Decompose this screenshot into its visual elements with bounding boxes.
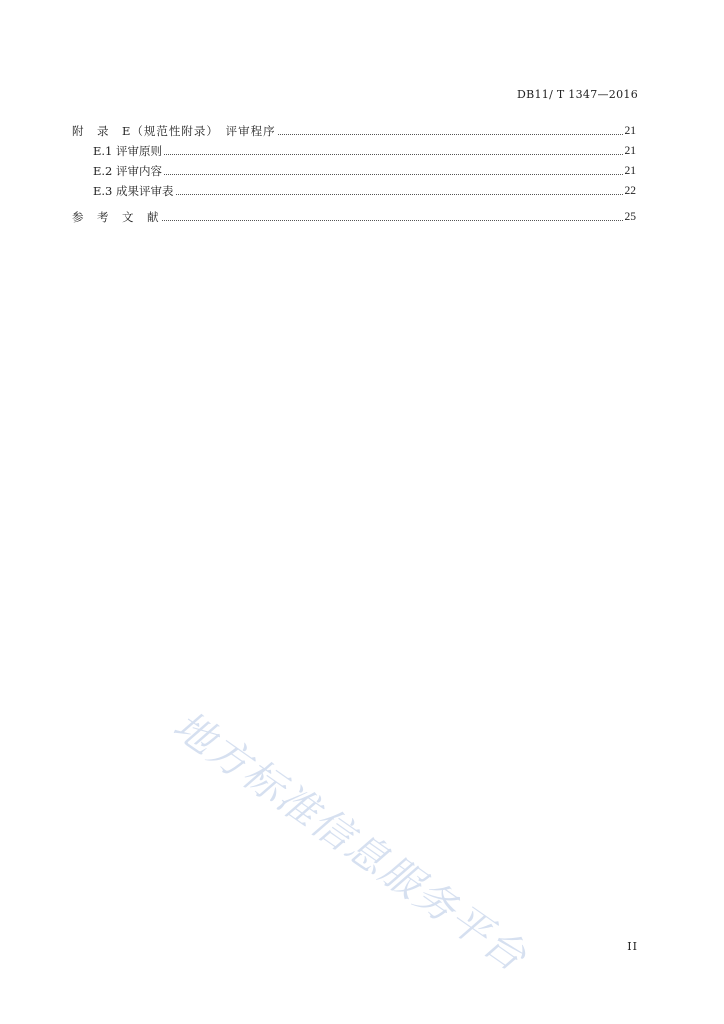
toc-entry-references[interactable]	[72, 198, 636, 224]
dot-leader	[176, 193, 623, 195]
toc-entry-title: E.1 评审原则	[93, 144, 163, 158]
toc-entry-page: 25	[624, 211, 636, 223]
table-of-contents	[72, 118, 636, 224]
document-code: DB11/ T 1347—2016	[516, 88, 638, 101]
toc-entry-e2[interactable]	[72, 158, 636, 178]
toc-entry-page: 21	[624, 165, 636, 177]
watermark: 地方标准信息服务平台	[164, 702, 536, 982]
toc-entry-page: 21	[624, 145, 636, 157]
toc-entry-title: E.2 评审内容	[93, 164, 163, 178]
toc-entry-page: 22	[624, 185, 636, 197]
toc-entry-title: 附 录 E（规范性附录） 评审程序	[72, 124, 276, 138]
toc-entry-page: 21	[624, 125, 636, 137]
page-number: II	[627, 940, 638, 953]
toc-entry-appendix-e[interactable]	[72, 118, 636, 138]
dot-leader	[164, 153, 622, 155]
dot-leader	[278, 133, 623, 135]
toc-entry-e1[interactable]	[72, 138, 636, 158]
toc-entry-title: E.3 成果评审表	[93, 184, 174, 198]
toc-entry-e3[interactable]	[72, 178, 636, 198]
toc-entry-title: 参 考 文 献	[72, 210, 160, 224]
dot-leader	[162, 219, 623, 221]
dot-leader	[164, 173, 622, 175]
